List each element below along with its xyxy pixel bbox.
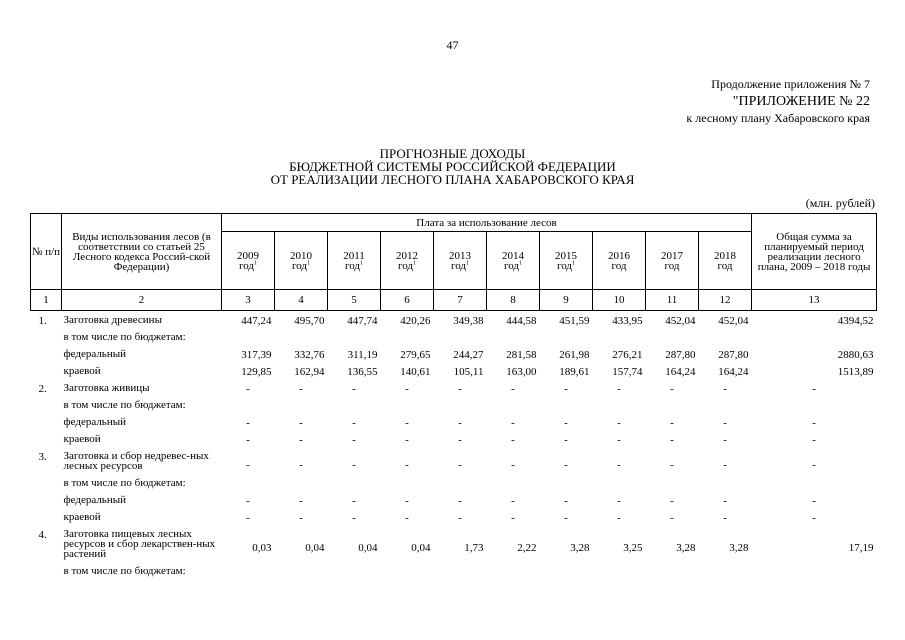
total-cell: 2880,63 xyxy=(837,349,874,361)
row-index xyxy=(31,512,62,529)
column-number: 5 xyxy=(328,290,381,311)
header-year-2015: 2015 год$^1$ xyxy=(540,232,593,290)
value-cell xyxy=(699,478,752,495)
value-cell: - xyxy=(405,458,409,471)
value-cell xyxy=(540,332,593,349)
value-cell: 495,70 xyxy=(294,315,325,327)
footnote-mark: 1 xyxy=(572,259,576,266)
row-index xyxy=(31,366,62,383)
value-cell: 244,27 xyxy=(453,349,484,361)
row-name: в том числе по бюджетам: xyxy=(63,399,186,411)
value-cell xyxy=(222,400,275,417)
value-cell xyxy=(381,332,434,349)
total-cell: - xyxy=(812,417,816,429)
value-cell xyxy=(540,566,593,583)
row-index xyxy=(31,400,62,417)
value-cell xyxy=(646,566,699,583)
row-name: федеральный xyxy=(63,416,126,428)
table-row xyxy=(31,478,877,495)
header-year-2018: 2018 год xyxy=(699,232,752,290)
value-cell: - xyxy=(352,495,356,507)
table-row xyxy=(31,495,877,512)
row-index: 1. xyxy=(38,315,47,327)
value-cell: 0,04 xyxy=(411,541,431,554)
value-cell: - xyxy=(723,458,727,471)
header-year-2011: 2011 год$^1$ xyxy=(328,232,381,290)
value-cell: - xyxy=(564,495,568,507)
total-cell: 4394,52 xyxy=(837,315,874,327)
row-name: краевой xyxy=(63,433,101,445)
row-name: федеральный xyxy=(63,494,126,506)
total-cell: - xyxy=(812,495,816,507)
value-cell xyxy=(328,566,381,583)
document-title-line-2: БЮДЖЕТНОЙ СИСТЕМЫ РОССИЙСКОЙ ФЕДЕРАЦИИ xyxy=(289,159,616,174)
value-cell: - xyxy=(564,458,568,471)
value-cell xyxy=(328,332,381,349)
total-cell xyxy=(752,566,877,583)
continuation-note: Продолжение приложения № 7 xyxy=(711,77,870,91)
value-cell: - xyxy=(617,434,621,446)
value-cell: 164,24 xyxy=(718,366,749,378)
value-cell xyxy=(434,478,487,495)
value-cell xyxy=(487,332,540,349)
table-row xyxy=(31,417,877,434)
table-row xyxy=(31,512,877,529)
table-row xyxy=(31,400,877,417)
table-row xyxy=(31,366,877,383)
revenue-table xyxy=(30,213,877,583)
row-name: Заготовка живицы xyxy=(63,382,150,394)
value-cell: 287,80 xyxy=(718,349,749,361)
value-cell xyxy=(381,478,434,495)
value-cell xyxy=(275,332,328,349)
value-cell: 447,74 xyxy=(347,315,378,327)
footnote-mark: 1 xyxy=(254,259,258,266)
total-cell: - xyxy=(812,458,816,471)
value-cell: - xyxy=(246,383,250,395)
value-cell: 279,65 xyxy=(400,349,431,361)
header-forest-use-fee: Плата за использование лесов xyxy=(222,214,752,232)
value-cell: - xyxy=(299,383,303,395)
header-year-2017: 2017 год xyxy=(646,232,699,290)
total-cell xyxy=(752,332,877,349)
table-row xyxy=(31,332,877,349)
value-cell xyxy=(275,566,328,583)
value-cell: - xyxy=(617,458,621,471)
column-number: 6 xyxy=(381,290,434,311)
table-row xyxy=(31,383,877,400)
row-name: федеральный xyxy=(63,348,126,360)
value-cell: - xyxy=(723,495,727,507)
value-cell: 451,59 xyxy=(559,315,590,327)
row-index xyxy=(31,478,62,495)
header-year-2014: 2014 год$^1$ xyxy=(487,232,540,290)
value-cell: - xyxy=(723,434,727,446)
row-index xyxy=(31,417,62,434)
value-cell: - xyxy=(299,434,303,446)
value-cell: - xyxy=(299,458,303,471)
value-cell: - xyxy=(723,383,727,395)
row-name: в том числе по бюджетам: xyxy=(63,331,186,343)
value-cell: 287,80 xyxy=(665,349,696,361)
row-name: в том числе по бюджетам: xyxy=(63,565,186,577)
value-cell: - xyxy=(246,512,250,524)
value-cell: 317,39 xyxy=(241,349,272,361)
total-cell xyxy=(752,400,877,417)
column-number: 1 xyxy=(31,290,62,311)
row-name: Заготовка и сбор недревес-ных лесных ресурсов xyxy=(63,450,209,472)
value-cell: - xyxy=(405,495,409,507)
value-cell: 0,04 xyxy=(305,541,325,554)
value-cell: 281,58 xyxy=(506,349,537,361)
value-cell: - xyxy=(564,434,568,446)
value-cell: - xyxy=(564,383,568,395)
value-cell: 420,26 xyxy=(400,315,431,327)
value-cell xyxy=(593,400,646,417)
row-name: Заготовка пищевых лесных ресурсов и сбор лекарствен-ных растений xyxy=(63,528,216,560)
value-cell: - xyxy=(617,512,621,524)
footnote-mark: 1 xyxy=(360,259,364,266)
value-cell xyxy=(699,566,752,583)
total-cell: 17,19 xyxy=(848,541,874,554)
value-cell: 332,76 xyxy=(294,349,325,361)
value-cell: - xyxy=(670,458,674,471)
value-cell: - xyxy=(511,458,515,471)
table-row xyxy=(31,451,877,478)
value-cell: - xyxy=(352,458,356,471)
value-cell: - xyxy=(723,512,727,524)
total-cell: - xyxy=(812,434,816,446)
value-cell: 164,24 xyxy=(665,366,696,378)
value-cell: - xyxy=(405,434,409,446)
value-cell: 105,11 xyxy=(453,366,484,378)
column-number: 2 xyxy=(62,290,222,311)
value-cell: - xyxy=(617,495,621,507)
value-cell: - xyxy=(299,512,303,524)
value-cell: 129,85 xyxy=(241,366,272,378)
total-cell: 1513,89 xyxy=(837,366,874,378)
value-cell: - xyxy=(670,417,674,429)
value-cell: - xyxy=(670,495,674,507)
value-cell: 433,95 xyxy=(612,315,643,327)
row-index xyxy=(31,495,62,512)
footnote-mark: 1 xyxy=(519,259,523,266)
value-cell: - xyxy=(723,417,727,429)
value-cell: - xyxy=(458,512,462,524)
row-index xyxy=(31,349,62,366)
value-cell xyxy=(328,400,381,417)
value-cell: - xyxy=(511,512,515,524)
appendix-label: "ПРИЛОЖЕНИЕ № 22 xyxy=(732,94,870,109)
value-cell: 452,04 xyxy=(718,315,749,327)
value-cell: 140,61 xyxy=(400,366,431,378)
row-name: краевой xyxy=(63,511,101,523)
units-note: (млн. рублей) xyxy=(805,196,875,210)
value-cell xyxy=(593,566,646,583)
column-number: 3 xyxy=(222,290,275,311)
value-cell: 163,00 xyxy=(506,366,537,378)
value-cell: 3,25 xyxy=(623,541,643,554)
value-cell: 3,28 xyxy=(570,541,590,554)
column-number: 10 xyxy=(593,290,646,311)
value-cell: - xyxy=(352,417,356,429)
row-name: в том числе по бюджетам: xyxy=(63,477,186,489)
value-cell: 2,22 xyxy=(517,541,537,554)
value-cell xyxy=(699,400,752,417)
value-cell: 311,19 xyxy=(347,349,378,361)
value-cell: - xyxy=(511,495,515,507)
table-row xyxy=(31,315,877,332)
value-cell: - xyxy=(352,512,356,524)
value-cell: - xyxy=(564,512,568,524)
value-cell: - xyxy=(246,495,250,507)
table-row xyxy=(31,349,877,366)
header-year-2009: 2009 год$^1$ xyxy=(222,232,275,290)
value-cell xyxy=(222,478,275,495)
value-cell: - xyxy=(299,495,303,507)
header-usage-kind: Виды использования лесов (в соответствии со статьей 25 Лесного кодекса Россий-ской Федерации) xyxy=(62,214,222,290)
row-index xyxy=(31,332,62,349)
value-cell: - xyxy=(299,417,303,429)
value-cell: 0,04 xyxy=(358,541,378,554)
value-cell: 3,28 xyxy=(729,541,749,554)
value-cell xyxy=(328,478,381,495)
footnote-mark: 1 xyxy=(307,259,311,266)
value-cell xyxy=(434,400,487,417)
value-cell xyxy=(540,400,593,417)
total-cell xyxy=(752,478,877,495)
header-year-2010: 2010 год$^1$ xyxy=(275,232,328,290)
row-index: 4. xyxy=(38,529,47,541)
value-cell xyxy=(434,566,487,583)
column-number: 9 xyxy=(540,290,593,311)
value-cell: 276,21 xyxy=(612,349,643,361)
value-cell xyxy=(646,400,699,417)
value-cell: 157,74 xyxy=(612,366,643,378)
value-cell xyxy=(487,400,540,417)
column-number: 7 xyxy=(434,290,487,311)
value-cell: 3,28 xyxy=(676,541,696,554)
value-cell xyxy=(646,332,699,349)
value-cell: 447,24 xyxy=(241,315,272,327)
value-cell: - xyxy=(458,417,462,429)
value-cell: - xyxy=(405,512,409,524)
value-cell xyxy=(381,566,434,583)
value-cell: - xyxy=(511,434,515,446)
row-index: 2. xyxy=(38,383,47,395)
value-cell: - xyxy=(458,383,462,395)
value-cell: 261,98 xyxy=(559,349,590,361)
plan-reference: к лесному плану Хабаровского края xyxy=(686,111,870,125)
value-cell: - xyxy=(246,417,250,429)
value-cell xyxy=(381,400,434,417)
value-cell: 349,38 xyxy=(453,315,484,327)
column-number: 12 xyxy=(699,290,752,311)
value-cell: - xyxy=(458,434,462,446)
value-cell: 189,61 xyxy=(559,366,590,378)
document-title-line-1: ПРОГНОЗНЫЕ ДОХОДЫ xyxy=(379,146,526,161)
value-cell: 0,03 xyxy=(252,541,272,554)
row-name: Заготовка древесины xyxy=(63,314,162,326)
value-cell: - xyxy=(458,458,462,471)
value-cell xyxy=(593,332,646,349)
header-year-2012: 2012 год$^1$ xyxy=(381,232,434,290)
header-number: № п/п xyxy=(31,214,62,290)
value-cell xyxy=(434,332,487,349)
column-number: 4 xyxy=(275,290,328,311)
document-title-line-3: ОТ РЕАЛИЗАЦИИ ЛЕСНОГО ПЛАНА ХАБАРОВСКОГО КРАЯ xyxy=(270,172,635,187)
column-number: 8 xyxy=(487,290,540,311)
footnote-mark: 1 xyxy=(466,259,470,266)
value-cell: - xyxy=(246,458,250,471)
value-cell: - xyxy=(617,417,621,429)
value-cell: 162,94 xyxy=(294,366,325,378)
value-cell: - xyxy=(511,417,515,429)
value-cell xyxy=(275,478,328,495)
value-cell xyxy=(222,566,275,583)
value-cell: - xyxy=(352,383,356,395)
value-cell: - xyxy=(564,417,568,429)
value-cell xyxy=(646,478,699,495)
table-row xyxy=(31,566,877,583)
table-row xyxy=(31,529,877,566)
footnote-mark: 1 xyxy=(413,259,417,266)
value-cell xyxy=(275,400,328,417)
value-cell: 444,58 xyxy=(506,315,537,327)
header-year-2013: 2013 год$^1$ xyxy=(434,232,487,290)
value-cell: - xyxy=(670,512,674,524)
value-cell xyxy=(593,478,646,495)
value-cell: - xyxy=(670,383,674,395)
value-cell: - xyxy=(246,434,250,446)
page-number: 47 xyxy=(446,38,459,52)
table-row xyxy=(31,434,877,451)
value-cell xyxy=(487,566,540,583)
value-cell xyxy=(540,478,593,495)
row-index: 3. xyxy=(38,451,47,463)
column-number: 11 xyxy=(646,290,699,311)
value-cell: 452,04 xyxy=(665,315,696,327)
value-cell xyxy=(699,332,752,349)
value-cell: - xyxy=(617,383,621,395)
value-cell xyxy=(222,332,275,349)
value-cell: - xyxy=(670,434,674,446)
header-year-2016: 2016 год xyxy=(593,232,646,290)
value-cell: - xyxy=(405,383,409,395)
value-cell: 136,55 xyxy=(347,366,378,378)
value-cell xyxy=(487,478,540,495)
header-total: Общая сумма за планируемый период реализации лесного плана, 2009 – 2018 годы xyxy=(752,214,877,290)
value-cell: 1,73 xyxy=(464,541,484,554)
value-cell: - xyxy=(511,383,515,395)
value-cell: - xyxy=(458,495,462,507)
total-cell: - xyxy=(812,383,816,395)
row-index xyxy=(31,566,62,583)
row-name: краевой xyxy=(63,365,101,377)
row-index xyxy=(31,434,62,451)
value-cell: - xyxy=(352,434,356,446)
value-cell: - xyxy=(405,417,409,429)
total-cell: - xyxy=(812,512,816,524)
column-number: 13 xyxy=(752,290,877,311)
